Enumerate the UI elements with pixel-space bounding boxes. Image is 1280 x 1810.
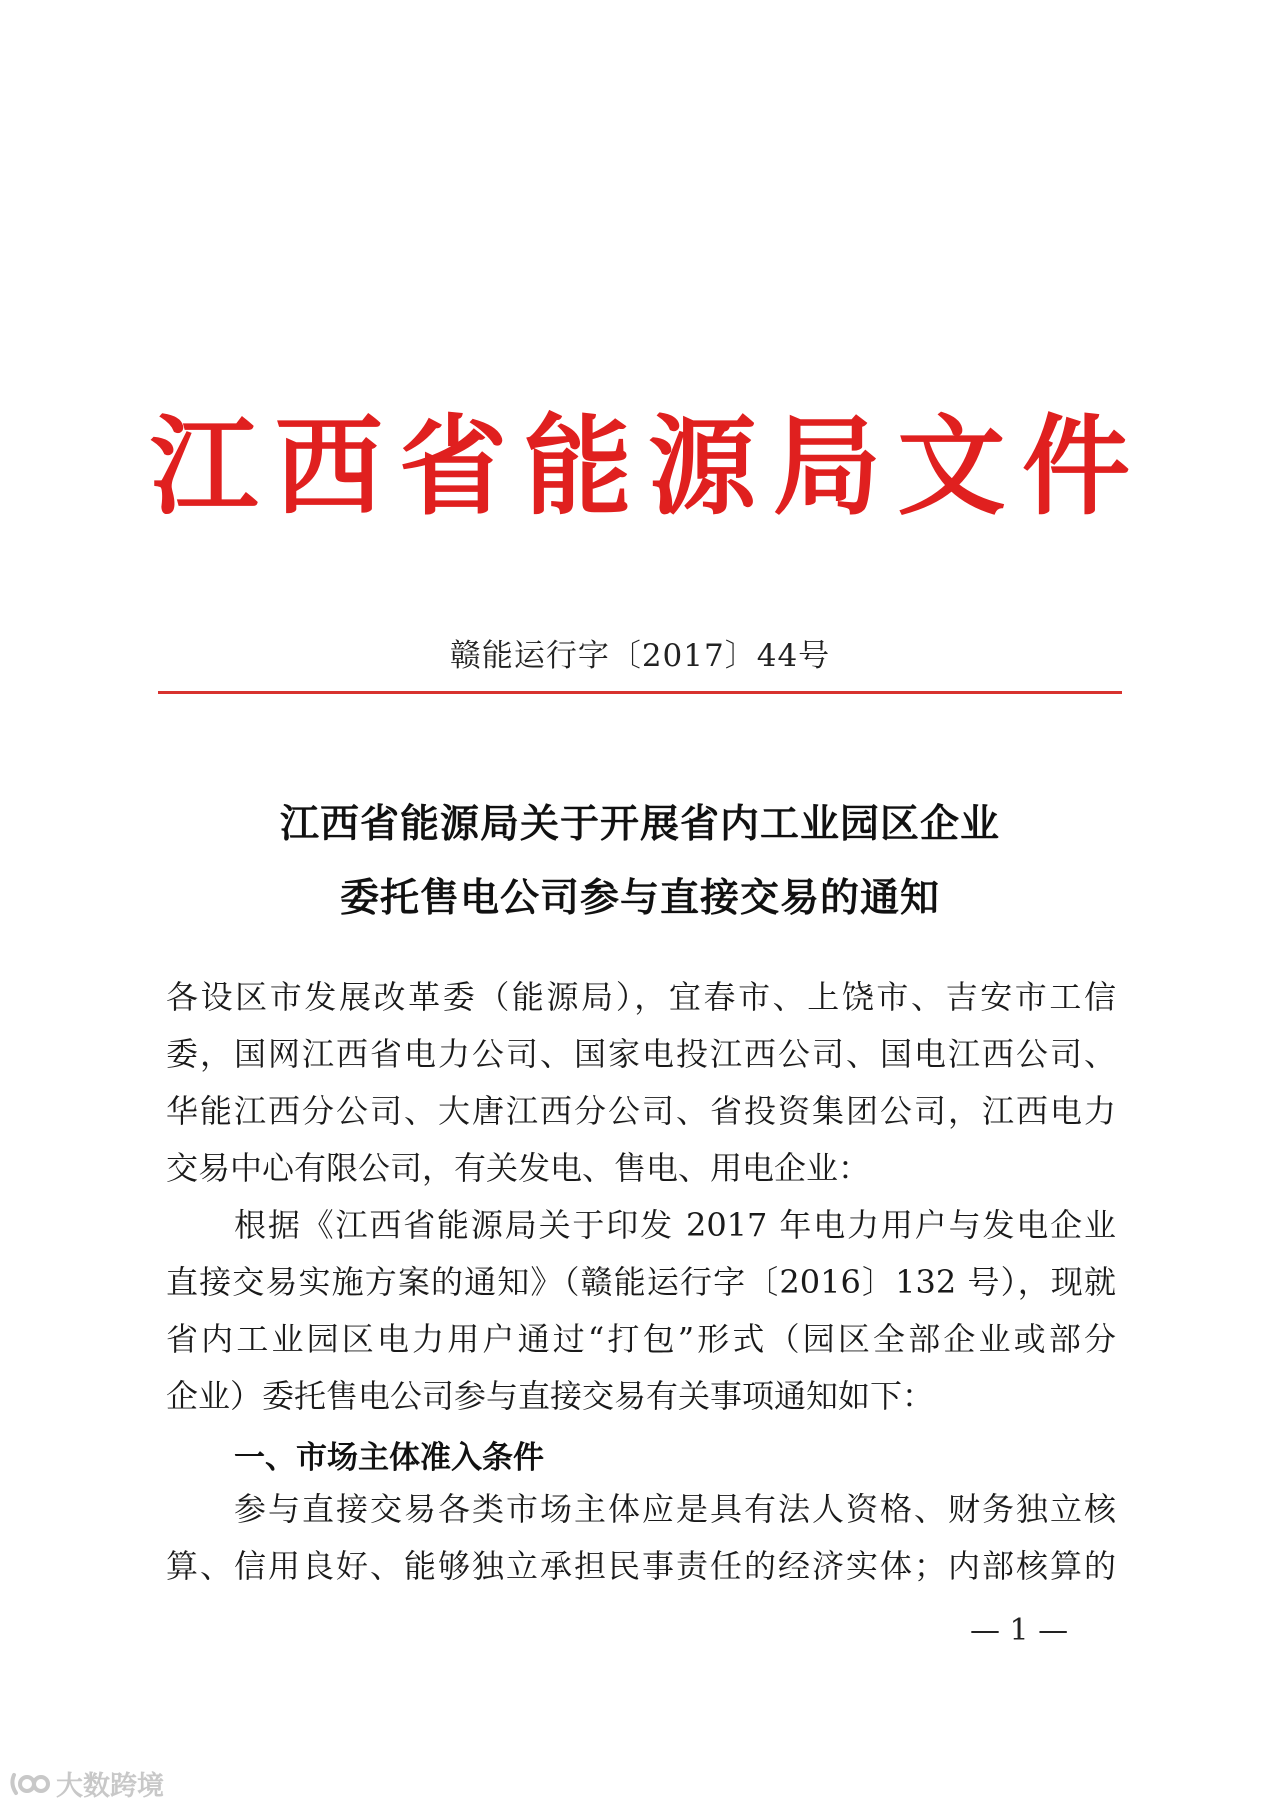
addressee-line: 华能江西分公司、大唐江西分公司、省投资集团公司，江西电力 xyxy=(166,1092,1116,1130)
watermark-text: 大数跨境 xyxy=(56,1771,164,1802)
intro-line: 直接交易实施方案的通知》（赣能运行字〔2016〕132 号），现就 xyxy=(166,1263,1116,1301)
watermark xyxy=(8,1764,164,1803)
masthead-char: 局 xyxy=(772,405,881,530)
brand-logo-icon xyxy=(8,1769,52,1799)
masthead-char: 省 xyxy=(399,405,508,530)
masthead-char: 件 xyxy=(1021,405,1130,530)
masthead-char: 江 xyxy=(150,405,259,530)
section-body-line: 算、信用良好、能够独立承担民事责任的经济实体；内部核算的 xyxy=(166,1547,1116,1585)
masthead-char: 西 xyxy=(274,405,383,530)
addressee-line: 交易中心有限公司，有关发电、售电、用电企业： xyxy=(166,1149,871,1187)
document-masthead xyxy=(150,398,1130,538)
red-divider xyxy=(158,691,1122,694)
intro-line: 根据《江西省能源局关于印发 2017 年电力用户与发电企业 xyxy=(234,1206,1116,1244)
addressee-line: 各设区市发展改革委（能源局），宜春市、上饶市、吉安市工信 xyxy=(166,978,1116,1016)
masthead-char: 能 xyxy=(523,405,632,530)
document-number: 赣能运行字〔2017〕44号 xyxy=(449,638,831,674)
masthead-char: 源 xyxy=(648,405,757,530)
section-heading: 一、市场主体准入条件 xyxy=(234,1440,544,1476)
addressee-line: 委，国网江西省电力公司、国家电投江西公司、国电江西公司、 xyxy=(166,1035,1116,1073)
intro-line: 企业）委托售电公司参与直接交易有关事项通知如下： xyxy=(166,1377,935,1415)
intro-line: 省内工业园区电力用户通过“打包”形式（园区全部企业或部分 xyxy=(166,1320,1116,1358)
section-body-line: 参与直接交易各类市场主体应是具有法人资格、财务独立核 xyxy=(234,1490,1116,1528)
masthead-char: 文 xyxy=(897,405,1006,530)
page-number: — 1 — xyxy=(970,1613,1069,1648)
document-title-line-1: 江西省能源局关于开展省内工业园区企业 xyxy=(279,802,1000,847)
document-title-line-2: 委托售电公司参与直接交易的通知 xyxy=(339,876,940,921)
